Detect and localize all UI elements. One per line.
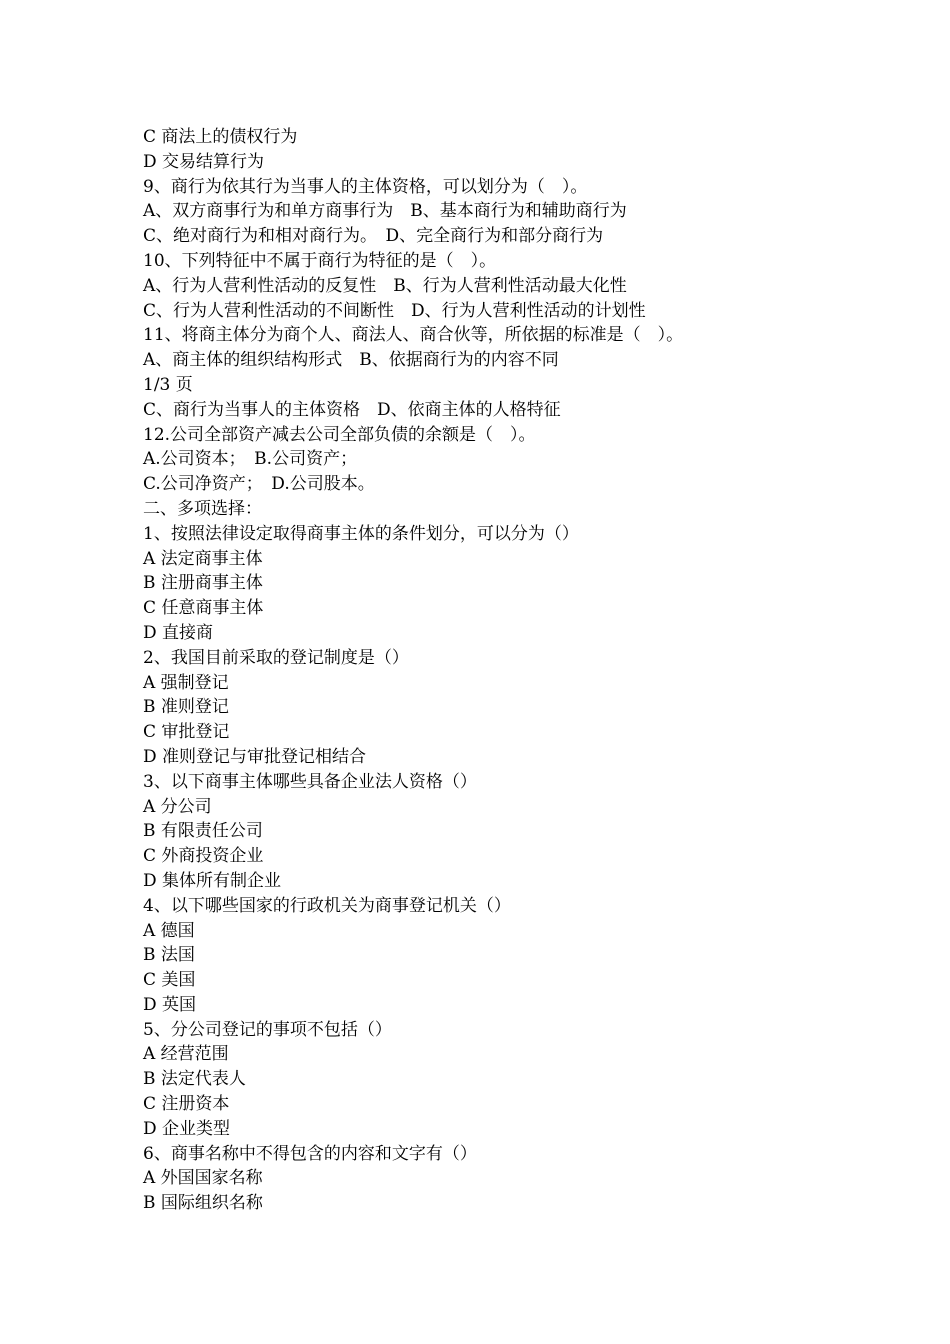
text-line: B 法国 <box>143 945 195 966</box>
document-body <box>143 125 933 1216</box>
text-line: C 任意商事主体 <box>143 598 264 619</box>
text-line: A 德国 <box>143 920 195 941</box>
text-line: 12.公司全部资产减去公司全部负债的余额是（ ）。 <box>143 424 536 445</box>
text-line: D 交易结算行为 <box>143 151 265 172</box>
text-line: D 准则登记与审批登记相结合 <box>143 746 367 767</box>
text-line: 2、我国目前采取的登记制度是（） <box>143 647 409 668</box>
text-line: A 分公司 <box>143 796 212 817</box>
text-line: 6、商事名称中不得包含的内容和文字有（） <box>143 1143 477 1164</box>
text-line: B 有限责任公司 <box>143 821 263 842</box>
text-line: D 英国 <box>143 994 197 1015</box>
text-line: C、行为人营利性活动的不间断性 D、行为人营利性活动的计划性 <box>143 300 646 321</box>
text-line: A 强制登记 <box>143 672 229 693</box>
text-line: 9、商行为依其行为当事人的主体资格，可以划分为（ ）。 <box>143 176 588 197</box>
text-line: C 注册资本 <box>143 1094 230 1115</box>
text-line: A、行为人营利性活动的反复性 B、行为人营利性活动最大化性 <box>143 275 627 296</box>
text-line: A、双方商事行为和单方商事行为 B、基本商行为和辅助商行为 <box>143 201 627 222</box>
text-line: A 经营范围 <box>143 1044 229 1065</box>
text-line: D 企业类型 <box>143 1118 231 1139</box>
text-line: D 集体所有制企业 <box>143 870 282 891</box>
text-line: D 直接商 <box>143 622 214 643</box>
text-line: A 外国国家名称 <box>143 1168 263 1189</box>
text-line: B 国际组织名称 <box>143 1193 263 1214</box>
text-line: 4、以下哪些国家的行政机关为商事登记机关（） <box>143 895 511 916</box>
text-line: 二、多项选择： <box>143 498 262 519</box>
text-line: 1/3 页 <box>143 374 193 395</box>
text-line: A.公司资本； B.公司资产； <box>143 449 358 470</box>
text-line: C.公司净资产； D.公司股本。 <box>143 474 375 495</box>
text-line: A 法定商事主体 <box>143 548 263 569</box>
text-line: B 注册商事主体 <box>143 573 263 594</box>
text-line: C、绝对商行为和相对商行为。 D、完全商行为和部分商行为 <box>143 226 604 247</box>
text-line: C 外商投资企业 <box>143 846 264 867</box>
text-line: 1、按照法律设定取得商事主体的条件划分，可以分为（） <box>143 523 579 544</box>
text-line: C 审批登记 <box>143 722 230 743</box>
text-line: C、商行为当事人的主体资格 D、依商主体的人格特征 <box>143 399 561 420</box>
text-line: 3、以下商事主体哪些具备企业法人资格（） <box>143 771 477 792</box>
text-line: B 准则登记 <box>143 697 229 718</box>
text-line: 10、下列特征中不属于商行为特征的是（ ）。 <box>143 250 497 271</box>
text-line: A、商主体的组织结构形式 B、依据商行为的内容不同 <box>143 350 559 371</box>
text-line: B 法定代表人 <box>143 1069 246 1090</box>
text-line: C 商法上的债权行为 <box>143 127 298 147</box>
text-line: 5、分公司登记的事项不包括（） <box>143 1019 392 1040</box>
text-line: 11、将商主体分为商个人、商法人、商合伙等，所依据的标准是（ ）。 <box>143 325 684 346</box>
text-line: C 美国 <box>143 970 196 991</box>
